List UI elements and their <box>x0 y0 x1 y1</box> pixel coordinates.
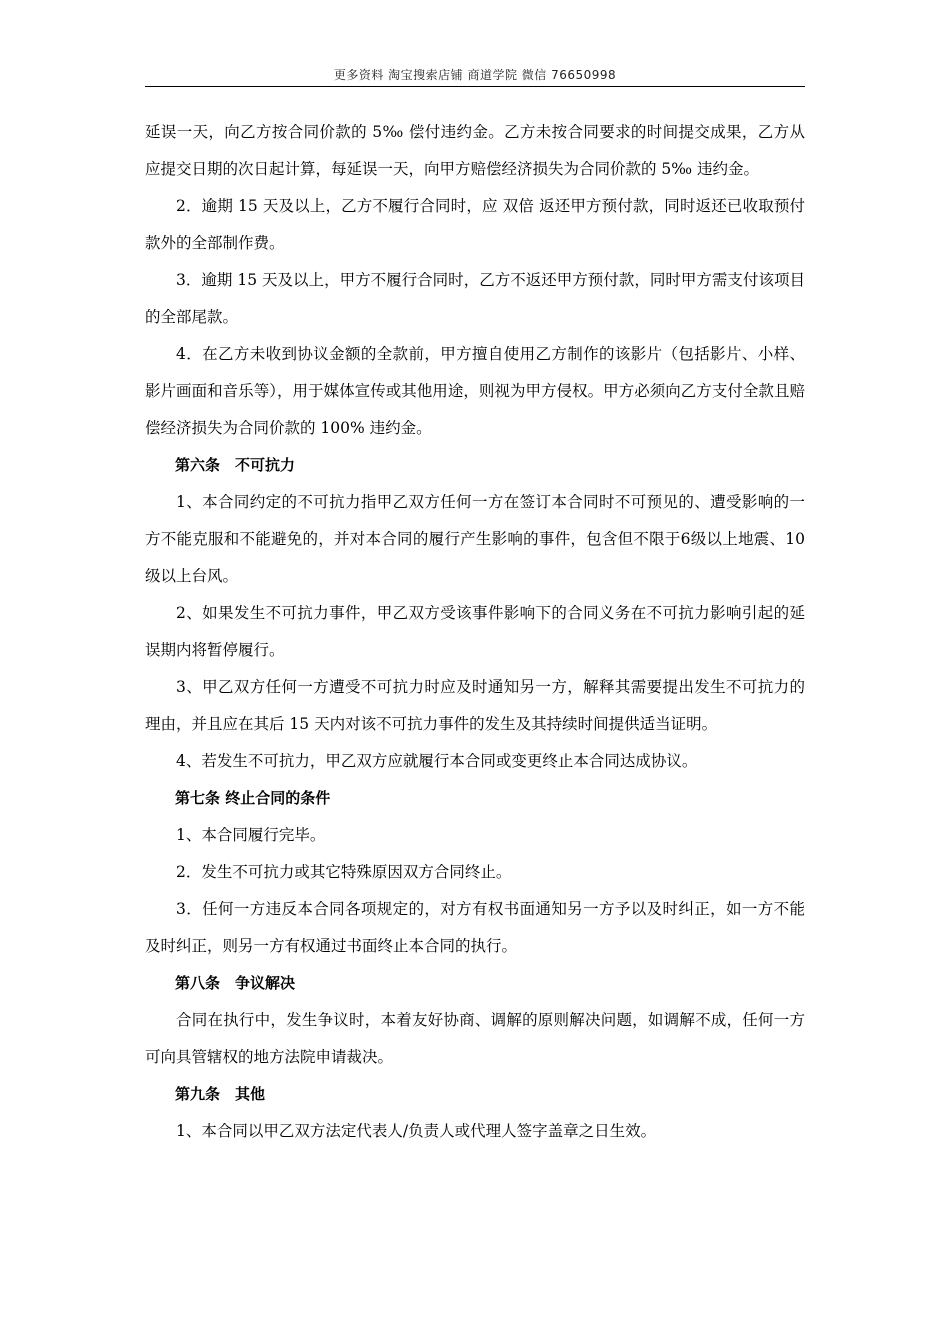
document-body <box>145 114 805 1150</box>
section-heading-article-8: 第八条 争议解决 <box>175 974 296 992</box>
paragraph-penalty-continued: 延误一天，向乙方按合同价款的 5‰ 偿付违约金。乙方未按合同要求的时间提交成果，乙方从应提交日期的次日起计算，每延误一天，向甲方赔偿经济损失为合同价款的 5‰ 违约金。 <box>145 123 805 178</box>
page-header: 更多资料 淘宝搜索店铺 商道学院 微信 76650998 <box>333 68 617 82</box>
header-divider <box>145 86 805 87</box>
section-heading-article-9: 第九条 其他 <box>175 1085 266 1103</box>
paragraph-force-majeure-1: 1、本合同约定的不可抗力指甲乙双方任何一方在签订本合同时不可预见的、遭受影响的一方不能克服和不能避免的，并对本合同的履行产生影响的事件，包含但不限于6级以上地震、10级以上台风。 <box>145 493 805 585</box>
paragraph-other-1: 1、本合同以甲乙双方法定代表人/负责人或代理人签字盖章之日生效。 <box>176 1122 657 1140</box>
paragraph-force-majeure-2: 2、如果发生不可抗力事件，甲乙双方受该事件影响下的合同义务在不可抗力影响引起的延误期内将暂停履行。 <box>145 604 805 659</box>
paragraph-force-majeure-3: 3、甲乙双方任何一方遭受不可抗力时应及时通知另一方，解释其需要提出发生不可抗力的理由，并且应在其后 15 天内对该不可抗力事件的发生及其持续时间提供适当证明。 <box>145 678 805 733</box>
section-heading-article-7: 第七条 终止合同的条件 <box>175 789 331 807</box>
paragraph-termination-3: 3．任何一方违反本合同各项规定的，对方有权书面通知另一方予以及时纠正，如一方不能及时纠正，则另一方有权通过书面终止本合同的执行。 <box>145 900 805 955</box>
paragraph-clause-3: 3．逾期 15 天及以上，甲方不履行合同时，乙方不返还甲方预付款，同时甲方需支付该项目的全部尾款。 <box>145 271 805 326</box>
paragraph-clause-2: 2．逾期 15 天及以上，乙方不履行合同时，应 双倍 返还甲方预付款，同时返还已收取预付款外的全部制作费。 <box>145 197 805 252</box>
paragraph-dispute: 合同在执行中，发生争议时，本着友好协商、调解的原则解决问题，如调解不成，任何一方可向具管辖权的地方法院申请裁决。 <box>145 1011 805 1066</box>
paragraph-clause-4: 4．在乙方未收到协议金额的全款前，甲方擅自使用乙方制作的该影片（包括影片、小样、影片画面和音乐等），用于媒体宣传或其他用途，则视为甲方侵权。甲方必须向乙方支付全款且赔偿经济损失为合同价款的 100% 违约金。 <box>145 345 805 437</box>
section-heading-article-6: 第六条 不可抗力 <box>175 456 296 474</box>
paragraph-termination-1: 1、本合同履行完毕。 <box>176 826 326 844</box>
paragraph-force-majeure-4: 4、若发生不可抗力，甲乙双方应就履行本合同或变更终止本合同达成协议。 <box>176 752 698 770</box>
paragraph-termination-2: 2．发生不可抗力或其它特殊原因双方合同终止。 <box>176 863 512 881</box>
